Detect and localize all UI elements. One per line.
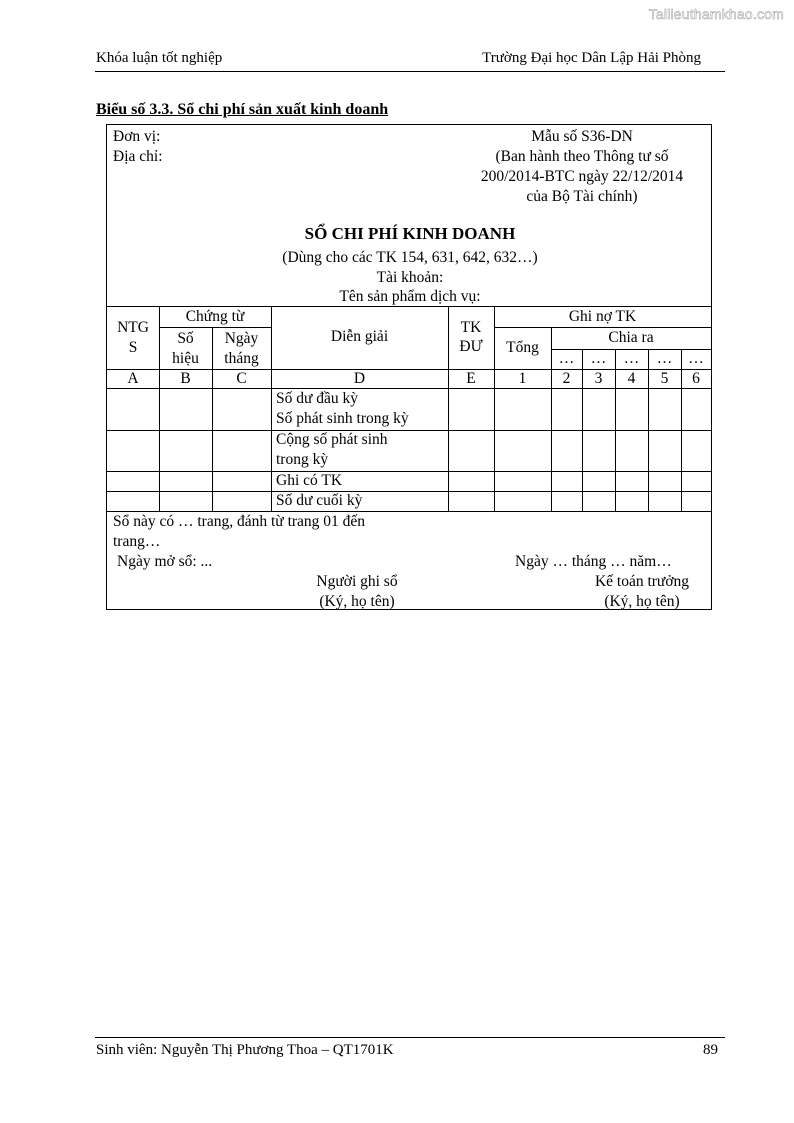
code-cell: 6 xyxy=(692,370,700,387)
footer-rule xyxy=(95,1037,725,1038)
row-total-arising-2: trong kỳ xyxy=(276,451,329,468)
code-cell: B xyxy=(180,370,191,387)
footer-student: Sinh viên: Nguyễn Thị Phương Thoa – QT1701K xyxy=(96,1042,394,1058)
grid-line xyxy=(107,430,711,431)
grid-line xyxy=(494,306,495,511)
account-label: Tài khoản: xyxy=(376,269,444,286)
header-ellipsis: … xyxy=(688,350,704,367)
code-cell: 1 xyxy=(518,370,527,387)
recorder-signature: (Ký, họ tên) xyxy=(319,593,395,610)
header-rule xyxy=(95,71,725,72)
pages-note-2: trang… xyxy=(113,533,161,550)
header-debit: Ghi nợ TK xyxy=(568,308,637,325)
recorder-label: Người ghi sổ xyxy=(316,573,398,590)
ledger-title: SỔ CHI PHÍ KINH DOANH xyxy=(304,224,516,243)
chief-accountant-signature: (Ký, họ tên) xyxy=(604,593,680,610)
header-ellipsis: … xyxy=(623,350,640,367)
date-line: Ngày … tháng … năm… xyxy=(515,553,672,570)
unit-label: Đơn vị: xyxy=(113,128,161,145)
header-ellipsis: … xyxy=(590,350,607,367)
header-contra-1: TK xyxy=(460,319,482,336)
grid-line xyxy=(107,471,711,472)
page-number: 89 xyxy=(703,1042,718,1058)
figure-caption: Biểu số 3.3. Sổ chi phí sản xuất kinh doanh xyxy=(96,101,389,118)
product-label: Tên sản phẩm dịch vụ: xyxy=(339,288,481,305)
header-ntgs-2: S xyxy=(128,339,138,356)
header-voucher-no-1: Số xyxy=(177,330,194,347)
code-cell: 5 xyxy=(660,370,669,387)
ledger-subtitle: (Dùng cho các TK 154, 631, 642, 632…) xyxy=(282,249,538,266)
header-left: Khóa luận tốt nghiệp xyxy=(96,50,223,66)
header-voucher: Chứng từ xyxy=(185,308,245,325)
code-cell: 2 xyxy=(562,370,571,387)
header-ellipsis: … xyxy=(558,350,575,367)
code-cell: 4 xyxy=(627,370,636,387)
ledger-form xyxy=(106,124,712,610)
grid-line xyxy=(107,491,711,492)
code-cell: D xyxy=(353,370,366,387)
issued-line-2: 200/2014-BTC ngày 22/12/2014 xyxy=(480,168,684,185)
issued-line-3: của Bộ Tài chính) xyxy=(526,188,638,205)
row-closing-balance: Số dư cuối kỳ xyxy=(276,492,363,509)
row-total-arising-1: Cộng số phát sinh xyxy=(276,431,388,448)
header-description: Diễn giải xyxy=(330,328,389,345)
code-cell: A xyxy=(127,370,139,387)
form-number: Mẫu số S36-DN xyxy=(531,128,633,145)
header-ellipsis: … xyxy=(656,350,673,367)
header-voucher-date-1: Ngày xyxy=(224,330,259,347)
code-cell: C xyxy=(236,370,247,387)
open-date: Ngày mở sổ: ... xyxy=(117,553,213,570)
row-period-arising: Số phát sinh trong kỳ xyxy=(276,410,409,427)
header-ntgs-1: NTG xyxy=(117,319,149,336)
header-total: Tổng xyxy=(506,339,539,356)
chief-accountant-label: Kế toán trưởng xyxy=(594,573,690,590)
header-split: Chia ra xyxy=(608,329,654,346)
code-cell: 3 xyxy=(594,370,603,387)
address-label: Địa chỉ: xyxy=(113,148,163,165)
code-cell: E xyxy=(466,370,476,387)
row-opening-balance: Số dư đầu kỳ xyxy=(276,390,359,407)
header-right: Trường Đại học Dân Lập Hải Phòng xyxy=(482,50,701,66)
header-voucher-date-2: tháng xyxy=(224,350,259,367)
header-voucher-no-2: hiệu xyxy=(172,350,199,367)
grid-line xyxy=(159,327,271,328)
header-contra-2: ĐƯ xyxy=(459,338,483,355)
issued-line-1: (Ban hành theo Thông tư số xyxy=(495,148,669,165)
row-credit-account: Ghi có TK xyxy=(276,472,343,489)
watermark-text: Tailieuthamkhao.com xyxy=(648,6,784,22)
pages-note-1: Sổ này có … trang, đánh từ trang 01 đến xyxy=(113,513,366,530)
